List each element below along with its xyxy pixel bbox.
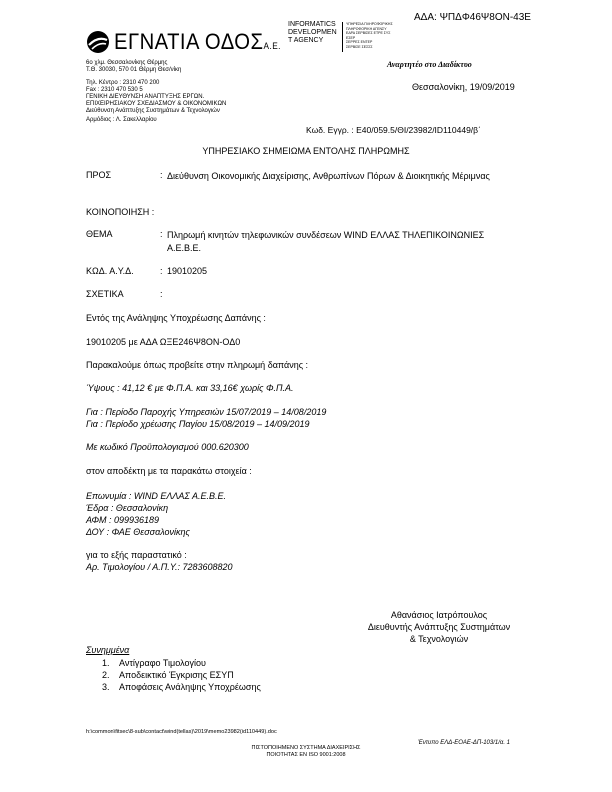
to-label: ΠΡΟΣ	[86, 170, 112, 180]
budget-code: Με κωδικό Προϋπολογισμού 000.620300	[86, 442, 249, 452]
kae-value: 19010205	[167, 266, 208, 276]
protocol-number: Κωδ. Εγγρ. : Ε40/059.5/ΘΙ/23982/ID110449/β΄	[306, 125, 481, 135]
service-period: Για : Περίοδο Παροχής Υπηρεσιών 15/07/2019 – 14/08/2019	[86, 407, 327, 417]
amount: Ύψους : 41,12 € με Φ.Π.Α. και 33,16€ χωρίς Φ.Π.Α.	[86, 383, 294, 393]
sender-block: 6ο χλμ. Θεσσαλονίκης Θέρμης Τ.Θ. 30030, 570 01 Θέρμη Θεσ/νίκη Τηλ. Κέντρο : 2310 470 200 Fax : 2310 470 530 5 ΓΕΝΙΚΗ ΔΙΕΥΘΥΝΣΗ ΑΝΑΠΤΥΞΗΣ ΕΡΓΩΝ. ΕΠΙΧΕΙΡΗΣΙΑΚΟΥ ΣΧΕΔΙΑΣΜΟΥ & ΟΙΚΟΝΟΜΙΚΩΝ Διεύθυνση Ανάπτυξης Συστημάτων & Τεχνολογιών Αρμόδιος : Λ. Σακελλαρίου	[86, 60, 227, 123]
document-intro: για το εξής παραστατικό :	[86, 550, 187, 560]
to-value: Διεύθυνση Οικονομικής Διαχείρισης, Ανθρωπίνων Πόρων & Διοικητικής Μέριμνας	[167, 171, 490, 181]
page-title: ΥΠΗΡΕΣΙΑΚΟ ΣΗΜΕΙΩΜΑ ΕΝΤΟΛΗΣ ΠΛΗΡΩΜΗΣ	[202, 146, 410, 156]
list-item: 2. Αποδεικτικό Έγκρισης ΕΣΥΠ	[102, 670, 234, 680]
payment-request: Παρακαλούμε όπως προβείτε στην πληρωμή δαπάνης :	[86, 360, 309, 370]
attachments-list	[102, 657, 261, 693]
posted-online-note: Αναρτητέο στο Διαδίκτυο	[387, 60, 472, 69]
signature-block: Αθανάσιος Ιατρόπουλος Διευθυντής Ανάπτυξης Συστημάτων & Τεχνολογιών	[367, 610, 511, 644]
reference-colon: :	[160, 289, 163, 299]
form-code: Έντυπο ΕΛΔ-ΕΟΑΕ-ΔΠ-103/1/α. 1	[418, 740, 510, 746]
subject-colon: :	[160, 229, 163, 239]
list-item: 1. Αντίγραφο Τιμολογίου	[102, 658, 206, 668]
quality-certification: ΠΙΣΤΟΠΟΙΗΜΕΝΟ ΣΥΣΤΗΜΑ ΔΙΑΧΕΙΡΙΣΗΣ ΠΟΙΟΤΗΤΑΣ ΕΝ ISO 9001:2008	[251, 745, 361, 758]
payee-intro: στον αποδέκτη με τα παρακάτω στοιχεία :	[86, 466, 252, 476]
payee-details: Επωνυμία : WIND ΕΛΛΑΣ Α.Ε.Β.Ε. Έδρα : Θεσσαλονίκη ΑΦΜ : 099936189 ΔΟΥ : ΦΑΕ Θεσσαλονίκης	[86, 491, 227, 537]
invoice-reference: Αρ. Τιμολογίου / Α.Π.Υ.: 7283608820	[86, 562, 233, 572]
list-item: 3. Αποφάσεις Ανάληψης Υποχρέωσης	[102, 682, 261, 692]
ada-code: ΑΔΑ: ΨΠΔΦ46Ψ8ΟΝ-43Ε	[414, 12, 531, 23]
logo-department-small: ΥΠΗΡΕΣΙΑ ΠΛΗΡΟΦΟΡΙΚΗΣ ΠΛΗΡΟΦΟΡΙΚΗ ΑΓΕΝΣΥ ΕΔΡΑ ΣΕΡΒΙΣΕΣ ΕΤΡΕ ΣΥΣ ΕΣΕΡ ΣΕΡΡΕΣ ΕΝΤΕΡ ΣΕΡΒΙΣΕ ΣΕΣΣΣ	[346, 22, 393, 49]
subject-value: Πληρωμή κινητών τηλεφωνικών συνδέσεων WIND ΕΛΛΑΣ ΤΗΛΕΠΙΚΟΙΝΩΝΙΕΣ Α.Ε.Β.Ε.	[167, 230, 485, 253]
subject-label: ΘΕΜΑ	[86, 229, 113, 239]
file-path: h:\common\fitsec\8-sub\contact\wind(tellas)\2019\memo23982(id110449).doc	[86, 729, 277, 735]
reference-label: ΣΧΕΤΙΚΑ	[86, 289, 124, 299]
to-colon: :	[160, 170, 163, 180]
document-date: Θεσσαλονίκη, 19/09/2019	[412, 82, 515, 92]
cc-label: ΚΟΙΝΟΠΟΙΗΣΗ :	[86, 207, 155, 217]
logo-name: ΕΓΝΑΤΙΑ ΟΔΟΣΑ.Ε.	[114, 29, 281, 54]
commitment-code: 19010205 με ΑΔΑ ΩΞΕ246Ψ8ΟΝ-ΟΔ0	[86, 337, 241, 347]
kae-colon: :	[160, 266, 163, 276]
egnatia-logo-icon	[86, 30, 110, 54]
logo-divider	[342, 22, 343, 52]
commitment-intro: Εντός της Ανάληψης Υποχρέωσης Δαπάνης :	[86, 313, 266, 323]
logo-department: INFORMATICS DEVELOPMEN T AGENCY	[288, 21, 337, 44]
charge-period: Για : Περίοδο χρέωσης Παγίου 15/08/2019 – 14/09/2019	[86, 419, 310, 429]
kae-label: ΚΩΔ. Α.Υ.Δ.	[86, 266, 134, 276]
attachments-label: Συνημμένα	[86, 645, 130, 655]
